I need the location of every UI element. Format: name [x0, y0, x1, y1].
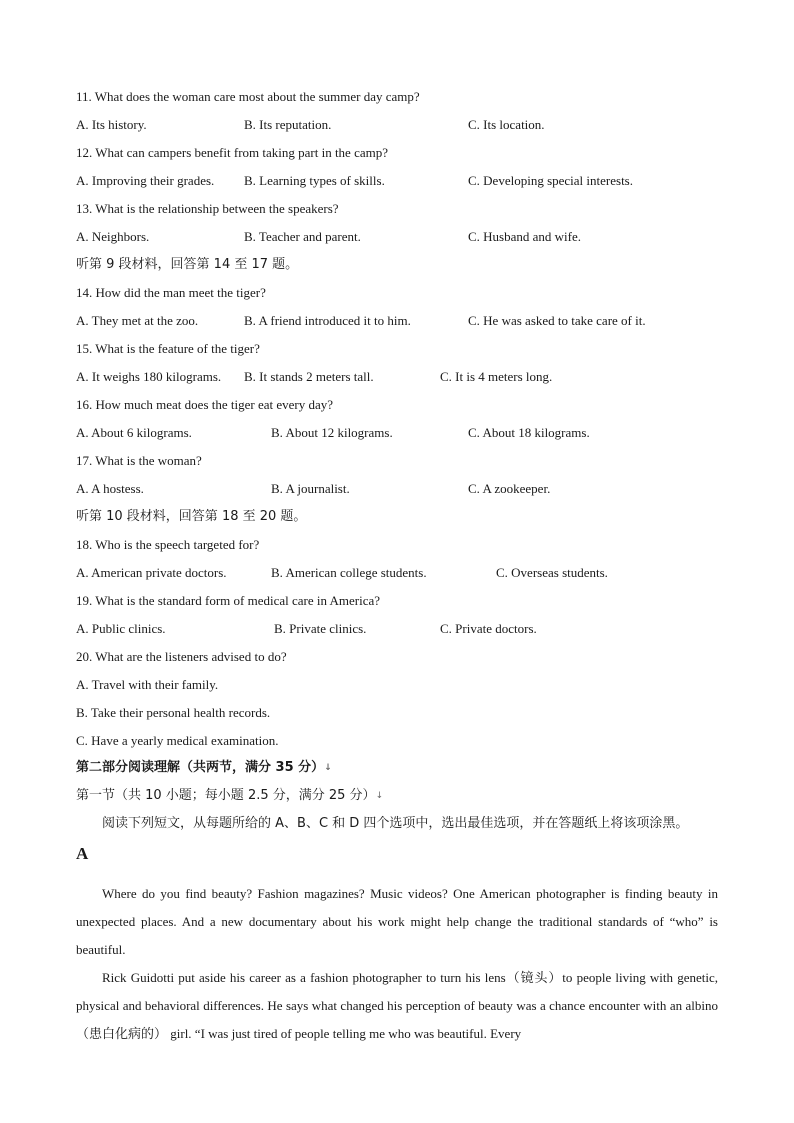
q16-option-a: A. About 6 kilograms.: [76, 425, 192, 440]
q18-option-a: A. American private doctors.: [76, 565, 227, 580]
question-18: 18. Who is the speech targeted for?: [76, 537, 260, 552]
passage-label: A: [76, 844, 89, 863]
q14-option-c: C. He was asked to take care of it.: [468, 313, 646, 328]
passage-paragraph-2-text: Rick Guidotti put aside his career as a fashion photographer to turn his lens（镜头）to people living with genetic, physical and behavioral differences. He says what changed his perception of beauty was a chance encounter with an albino（患白化病的） girl. “I was just tired of people telling me who was beautiful. Every: [76, 970, 718, 1041]
paragraph-mark-icon: ↓: [375, 791, 384, 801]
q11-option-a: A. Its history.: [76, 117, 147, 132]
q13-option-c: C. Husband and wife.: [468, 229, 582, 244]
q11-option-c: C. Its location.: [468, 117, 545, 132]
part-2-title: [76, 760, 332, 776]
q17-option-a: A. A hostess.: [76, 481, 144, 496]
question-11: 11. What does the woman care most about the summer day camp?: [76, 89, 420, 104]
q15-option-a: A. It weighs 180 kilograms.: [76, 369, 222, 384]
question-17: 17. What is the woman?: [76, 453, 202, 468]
q20-option-b: B. Take their personal health records.: [76, 705, 271, 720]
q16-option-c: C. About 18 kilograms.: [468, 425, 590, 440]
q15-option-c: C. It is 4 meters long.: [440, 369, 553, 384]
q13-option-a: A. Neighbors.: [76, 229, 150, 244]
question-15: 15. What is the feature of the tiger?: [76, 341, 260, 356]
section-1-title-text: 第一节（共 10 小题；每小题 2.5 分，满分 25 分）: [76, 788, 376, 803]
section-intro-9: 听第 9 段材料，回答第 14 至 17 题。: [76, 257, 299, 272]
q17-option-b: B. A journalist.: [271, 481, 350, 496]
q20-option-c: C. Have a yearly medical examination.: [76, 733, 279, 748]
section-1-title: [76, 788, 383, 804]
question-16: 16. How much meat does the tiger eat every day?: [76, 397, 334, 412]
q12-option-c: C. Developing special interests.: [468, 173, 633, 188]
passage-paragraph-2: [76, 964, 718, 1048]
passage-paragraph-1-text: Where do you find beauty? Fashion magazines? Music videos? One American photographer is finding beauty in unexpected places. And a new documentary about his work might help change the traditional standards of “who” is beautiful.: [76, 886, 718, 957]
q19-option-c: C. Private doctors.: [440, 621, 537, 636]
question-20: 20. What are the listeners advised to do?: [76, 649, 287, 664]
q20-option-a: A. Travel with their family.: [76, 677, 219, 692]
question-13: 13. What is the relationship between the speakers?: [76, 201, 339, 216]
question-19: 19. What is the standard form of medical care in America?: [76, 593, 381, 608]
q19-option-b: B. Private clinics.: [274, 621, 367, 636]
q17-option-c: C. A zookeeper.: [468, 481, 551, 496]
q13-option-b: B. Teacher and parent.: [244, 229, 361, 244]
question-14: 14. How did the man meet the tiger?: [76, 285, 266, 300]
q16-option-b: B. About 12 kilograms.: [271, 425, 393, 440]
section-intro-10: 听第 10 段材料，回答第 18 至 20 题。: [76, 509, 307, 524]
reading-instructions: 阅读下列短文，从每题所给的 A、B、C 和 D 四个选项中，选出最佳选项，并在答题纸上将该项涂黑。: [102, 816, 689, 831]
question-12: 12. What can campers benefit from taking part in the camp?: [76, 145, 388, 160]
q12-option-a: A. Improving their grades.: [76, 173, 215, 188]
q19-option-a: A. Public clinics.: [76, 621, 166, 636]
q12-option-b: B. Learning types of skills.: [244, 173, 385, 188]
q15-option-b: B. It stands 2 meters tall.: [244, 369, 374, 384]
q14-option-a: A. They met at the zoo.: [76, 313, 199, 328]
q14-option-b: B. A friend introduced it to him.: [244, 313, 411, 328]
q11-option-b: B. Its reputation.: [244, 117, 332, 132]
part-2-title-text: 第二部分阅读理解（共两节，满分 35 分）: [76, 760, 325, 775]
q18-option-c: C. Overseas students.: [496, 565, 608, 580]
paragraph-mark-icon: ↓: [324, 763, 332, 773]
q18-option-b: B. American college students.: [271, 565, 427, 580]
passage-paragraph-1: [76, 880, 718, 964]
